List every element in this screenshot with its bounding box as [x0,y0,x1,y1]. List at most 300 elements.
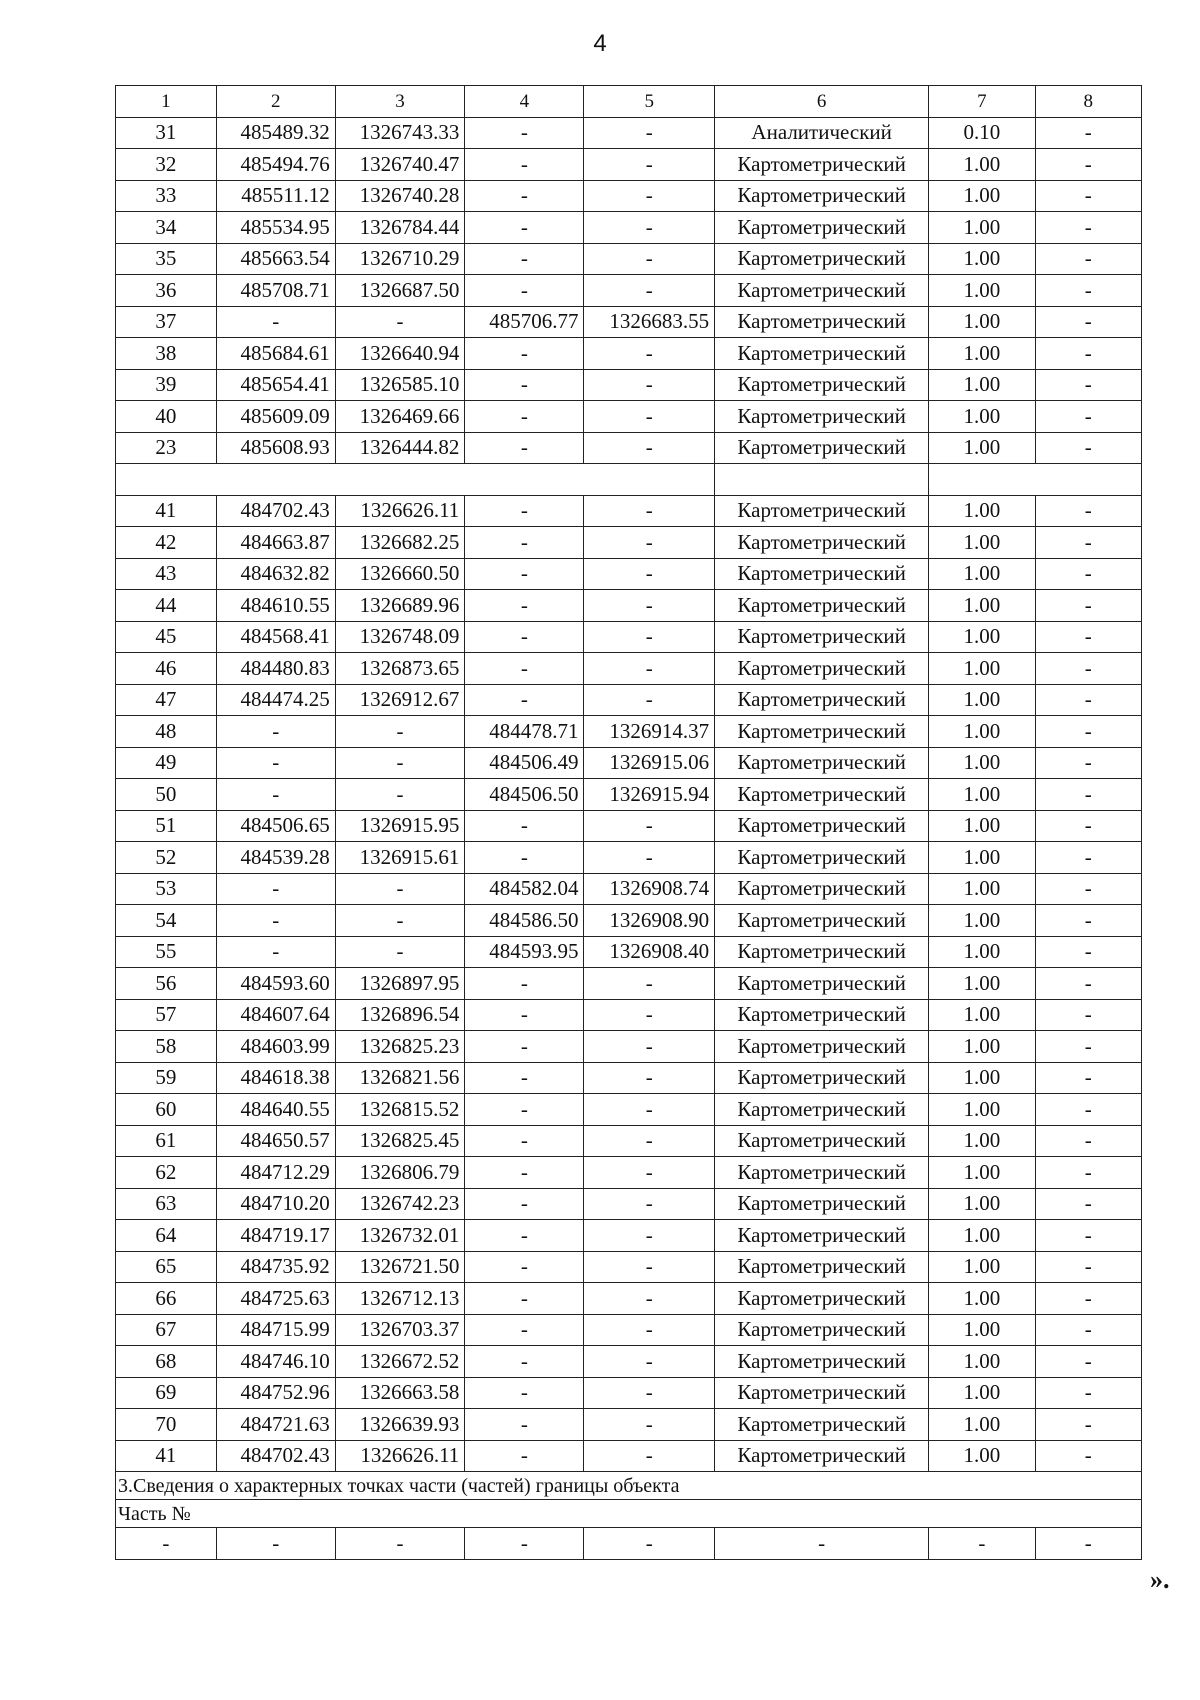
table-cell: 1.00 [929,1125,1035,1157]
table-cell: Картометрический [715,180,929,212]
table-cell: 1326687.50 [335,275,465,307]
table-row [116,747,1142,779]
table-cell: - [465,1346,584,1378]
table-cell: - [335,779,465,811]
table-cell: Картометрический [715,968,929,1000]
table-cell: - [584,684,715,716]
table-cell: Картометрический [715,1094,929,1126]
table-cell: 484735.92 [216,1251,335,1283]
table-cell: - [584,432,715,464]
table-cell: - [584,558,715,590]
table-cell: 67 [116,1314,217,1346]
table-cell: 1326915.95 [335,810,465,842]
table-cell: 35 [116,243,217,275]
table-cell: - [465,968,584,1000]
table-cell: 1326897.95 [335,968,465,1000]
table-cell: 49 [116,747,217,779]
table-cell: - [465,338,584,370]
table-cell: 1.00 [929,338,1035,370]
table-cell: Картометрический [715,905,929,937]
table-row [116,1528,1142,1560]
table-cell: Картометрический [715,369,929,401]
table-cell: Картометрический [715,810,929,842]
table-cell: - [584,149,715,181]
table-cell: 1.00 [929,1157,1035,1189]
table-cell: 1326815.52 [335,1094,465,1126]
table-row [116,1251,1142,1283]
table-cell: 484506.50 [465,779,584,811]
table-cell: Картометрический [715,1157,929,1189]
table-cell: 3 [335,86,465,118]
table-cell: - [216,905,335,937]
table-cell: - [216,1528,335,1560]
table-cell: 59 [116,1062,217,1094]
table-row [116,180,1142,212]
table-row [116,936,1142,968]
table-cell: 484702.43 [216,1440,335,1472]
table-cell: 1.00 [929,432,1035,464]
table-cell [116,464,715,496]
table-cell: Картометрический [715,1220,929,1252]
table-cell: 1326821.56 [335,1062,465,1094]
table-cell: 1.00 [929,180,1035,212]
table-cell: 69 [116,1377,217,1409]
table-cell: - [584,495,715,527]
table-cell: - [584,999,715,1031]
table-cell: - [584,1094,715,1126]
table-cell: 1.00 [929,1188,1035,1220]
table-cell: - [1035,1314,1141,1346]
table-cell: 1326742.23 [335,1188,465,1220]
table-cell: - [1035,1125,1141,1157]
table-cell: 38 [116,338,217,370]
table-row [116,1094,1142,1126]
table-cell: - [715,1528,929,1560]
table-cell: - [1035,842,1141,874]
table-cell: - [465,401,584,433]
table-cell: - [1035,1094,1141,1126]
table-cell: 484586.50 [465,905,584,937]
table-cell: - [1035,558,1141,590]
table-cell: - [216,873,335,905]
table-cell: Картометрический [715,401,929,433]
table-row [116,527,1142,559]
table-cell: 1326732.01 [335,1220,465,1252]
table-row [116,212,1142,244]
table-cell: 1.00 [929,968,1035,1000]
table-cell: 1326908.40 [584,936,715,968]
table-cell: Картометрический [715,1409,929,1441]
table-cell: 68 [116,1346,217,1378]
table-cell: - [465,275,584,307]
table-cell: Картометрический [715,149,929,181]
table-cell: - [335,936,465,968]
table-cell: 46 [116,653,217,685]
table-cell: - [1035,527,1141,559]
table-cell: 1326908.90 [584,905,715,937]
table-cell: 484710.20 [216,1188,335,1220]
table-cell: - [465,1125,584,1157]
closing-quote-mark: ». [1150,1565,1170,1594]
table-cell: 1 [116,86,217,118]
table-row [116,810,1142,842]
table-cell: - [1035,779,1141,811]
table-cell: 1326660.50 [335,558,465,590]
part-number-label: Часть № [116,1500,1142,1528]
table-cell: - [465,684,584,716]
table-cell: 1326712.13 [335,1283,465,1315]
table-row [116,1377,1142,1409]
table-cell: 65 [116,1251,217,1283]
table-cell: Картометрический [715,1031,929,1063]
table-cell: Картометрический [715,432,929,464]
table-cell: 485494.76 [216,149,335,181]
table-cell: - [1035,968,1141,1000]
table-cell: - [465,1377,584,1409]
table-cell: - [465,1314,584,1346]
table-cell: - [1035,1528,1141,1560]
table-cell: - [1035,716,1141,748]
table-cell: - [465,180,584,212]
table-cell: - [216,936,335,968]
table-cell: Картометрический [715,779,929,811]
table-cell: 1.00 [929,1346,1035,1378]
table-cell: - [1035,243,1141,275]
table-row [116,495,1142,527]
table-cell: - [584,1528,715,1560]
table-row [116,306,1142,338]
table-cell: - [1035,401,1141,433]
table-cell: - [465,495,584,527]
table-cell: - [1035,1409,1141,1441]
table-cell: - [465,432,584,464]
table-cell: 485663.54 [216,243,335,275]
part-label-row [116,1500,1142,1528]
table-cell: - [1035,1346,1141,1378]
table-cell: 1.00 [929,590,1035,622]
table-cell: 1326682.25 [335,527,465,559]
table-cell: 1.00 [929,1062,1035,1094]
table-cell: Картометрический [715,1346,929,1378]
table-cell: 1326896.54 [335,999,465,1031]
table-cell: 1.00 [929,1440,1035,1472]
table-row [116,1031,1142,1063]
table-cell: - [216,716,335,748]
table-cell: - [584,1188,715,1220]
table-cell: - [584,1377,715,1409]
table-cell: 485654.41 [216,369,335,401]
table-cell: 485608.93 [216,432,335,464]
table-cell: 55 [116,936,217,968]
table-row [116,1346,1142,1378]
table-cell: 1326585.10 [335,369,465,401]
table-cell: - [584,1346,715,1378]
table-cell: 1.00 [929,936,1035,968]
table-cell: 1.00 [929,653,1035,685]
table-cell: - [116,1528,217,1560]
table-cell: 1326721.50 [335,1251,465,1283]
table-cell: - [1035,1188,1141,1220]
table-cell: 1.00 [929,1409,1035,1441]
table-cell: 58 [116,1031,217,1063]
table-cell: - [216,306,335,338]
table-cell: 1.00 [929,999,1035,1031]
table-cell: Картометрический [715,936,929,968]
table-cell: 1326748.09 [335,621,465,653]
table-cell: - [1035,936,1141,968]
table-cell: - [465,590,584,622]
table-cell: 484607.64 [216,999,335,1031]
table-cell: - [584,810,715,842]
table-cell: 1.00 [929,306,1035,338]
table-cell: - [584,338,715,370]
table-cell: - [584,842,715,874]
table-cell: 64 [116,1220,217,1252]
table-cell: - [584,527,715,559]
table-cell: - [1035,117,1141,149]
table-cell: Картометрический [715,275,929,307]
table-cell: - [465,212,584,244]
table-cell: 1.00 [929,810,1035,842]
table-cell: 7 [929,86,1035,118]
table-row [116,401,1142,433]
table-cell: 1.00 [929,558,1035,590]
table-cell: - [335,306,465,338]
table-cell: 39 [116,369,217,401]
table-cell: 484506.49 [465,747,584,779]
table-cell: 60 [116,1094,217,1126]
table-cell: 1.00 [929,873,1035,905]
table-cell: - [465,117,584,149]
table-cell: - [584,1062,715,1094]
table-cell: - [1035,999,1141,1031]
table-cell: 1.00 [929,716,1035,748]
table-cell: 1326740.28 [335,180,465,212]
table-cell: 44 [116,590,217,622]
table-cell: 484593.60 [216,968,335,1000]
table-cell: Картометрический [715,1188,929,1220]
table-cell: 56 [116,968,217,1000]
table-cell: 484474.25 [216,684,335,716]
table-cell: - [1035,180,1141,212]
table-cell: 1.00 [929,1094,1035,1126]
table-cell: - [584,1440,715,1472]
table-row [116,1188,1142,1220]
table-cell: 484632.82 [216,558,335,590]
table-cell: 1.00 [929,905,1035,937]
table-cell: 61 [116,1125,217,1157]
table-cell: 1.00 [929,275,1035,307]
table-cell: - [465,558,584,590]
table-cell: 37 [116,306,217,338]
table-cell: 62 [116,1157,217,1189]
table-cell: 1326908.74 [584,873,715,905]
table-cell: Картометрический [715,1440,929,1472]
table-cell: 484752.96 [216,1377,335,1409]
boundary-points-table [115,85,1142,1560]
table-cell: 1326914.37 [584,716,715,748]
table-cell: Картометрический [715,243,929,275]
table-cell: Картометрический [715,1283,929,1315]
table-row [116,842,1142,874]
table-cell: 484746.10 [216,1346,335,1378]
table-cell: - [584,369,715,401]
table-cell: Картометрический [715,590,929,622]
table-cell: 4 [465,86,584,118]
table-cell: - [584,1220,715,1252]
table-cell: 32 [116,149,217,181]
table-cell: 1.00 [929,1377,1035,1409]
table-cell: 8 [1035,86,1141,118]
table-cell: - [1035,212,1141,244]
section-title-row [116,1472,1142,1500]
table-cell: 484478.71 [465,716,584,748]
table-cell: - [1035,905,1141,937]
table-cell: - [929,1528,1035,1560]
table-cell: 1326825.45 [335,1125,465,1157]
table-cell: 485708.71 [216,275,335,307]
table-cell: - [465,1031,584,1063]
table-cell: 1.00 [929,212,1035,244]
table-cell: - [465,243,584,275]
table-cell: 484702.43 [216,495,335,527]
table-cell: Картометрический [715,495,929,527]
table-cell: 1326663.58 [335,1377,465,1409]
table-cell: 1326915.06 [584,747,715,779]
table-row [116,905,1142,937]
table-cell: 47 [116,684,217,716]
table-cell: - [335,1528,465,1560]
table-row [116,369,1142,401]
table-cell: - [1035,1251,1141,1283]
table-cell: Картометрический [715,212,929,244]
table-cell: 41 [116,495,217,527]
table-cell: 1.00 [929,684,1035,716]
table-cell: Картометрический [715,999,929,1031]
table-cell: 1.00 [929,243,1035,275]
table-cell: 1326444.82 [335,432,465,464]
table-cell: 1326873.65 [335,653,465,685]
table-row [116,590,1142,622]
table-cell: - [465,1188,584,1220]
table-row [116,968,1142,1000]
table-cell: - [584,590,715,622]
table-cell: Картометрический [715,306,929,338]
table-cell: 6 [715,86,929,118]
table-cell: 57 [116,999,217,1031]
table-cell: - [1035,1440,1141,1472]
table-cell: 1326710.29 [335,243,465,275]
table-cell: - [465,1283,584,1315]
table-cell: - [1035,338,1141,370]
table-cell: - [465,1528,584,1560]
table-cell: - [584,1409,715,1441]
table-cell: 1326743.33 [335,117,465,149]
table-cell: 54 [116,905,217,937]
table-cell: 1.00 [929,401,1035,433]
table-cell: - [335,873,465,905]
table-row [116,716,1142,748]
table-cell: Картометрический [715,842,929,874]
table-cell: 484568.41 [216,621,335,653]
table-cell: - [1035,1220,1141,1252]
table-cell: 1.00 [929,621,1035,653]
table-cell: 484640.55 [216,1094,335,1126]
table-cell: 0.10 [929,117,1035,149]
table-cell: - [335,716,465,748]
table-cell: - [1035,149,1141,181]
table-cell: 1326640.94 [335,338,465,370]
table-cell: - [1035,275,1141,307]
table-cell: - [465,1062,584,1094]
table-cell: 1.00 [929,747,1035,779]
table-cell: Картометрический [715,1377,929,1409]
table-cell: - [584,1314,715,1346]
table-cell: 34 [116,212,217,244]
table-cell: - [465,999,584,1031]
table-cell: 1326703.37 [335,1314,465,1346]
table-cell: 1326689.96 [335,590,465,622]
table-cell: - [584,1283,715,1315]
table-cell: - [465,653,584,685]
table-cell: 484725.63 [216,1283,335,1315]
table-cell [715,464,929,496]
table-cell: 1326806.79 [335,1157,465,1189]
table-cell: - [216,747,335,779]
table-cell: 485534.95 [216,212,335,244]
table-cell: 66 [116,1283,217,1315]
table-cell: Картометрический [715,1251,929,1283]
table-cell: 1.00 [929,1220,1035,1252]
table-row [116,149,1142,181]
table-cell: Картометрический [715,653,929,685]
table-cell: 1326626.11 [335,495,465,527]
table-cell: Картометрический [715,684,929,716]
table-row [116,1062,1142,1094]
table-cell: - [1035,590,1141,622]
table-cell: Картометрический [715,747,929,779]
table-cell: 1.00 [929,369,1035,401]
table-cell: - [216,779,335,811]
table-cell: 484480.83 [216,653,335,685]
table-cell: Картометрический [715,1125,929,1157]
page-number: 4 [593,30,607,57]
table-cell: 70 [116,1409,217,1441]
table-cell: 1.00 [929,842,1035,874]
table-cell: - [1035,1031,1141,1063]
table-cell: 45 [116,621,217,653]
table-cell: - [465,810,584,842]
table-cell: - [465,1440,584,1472]
table-cell: 43 [116,558,217,590]
table-row [116,275,1142,307]
table-cell: 23 [116,432,217,464]
table-cell: - [584,117,715,149]
table-row [116,1220,1142,1252]
table-cell: 1326469.66 [335,401,465,433]
table-cell: 1.00 [929,527,1035,559]
table-cell [929,464,1142,496]
table-cell: 1326915.61 [335,842,465,874]
table-cell: 485489.32 [216,117,335,149]
table-cell: 484721.63 [216,1409,335,1441]
table-cell: - [465,1157,584,1189]
table-cell: - [584,243,715,275]
table-cell: - [465,1251,584,1283]
table-cell: 484618.38 [216,1062,335,1094]
table-cell: 36 [116,275,217,307]
table-cell: 48 [116,716,217,748]
